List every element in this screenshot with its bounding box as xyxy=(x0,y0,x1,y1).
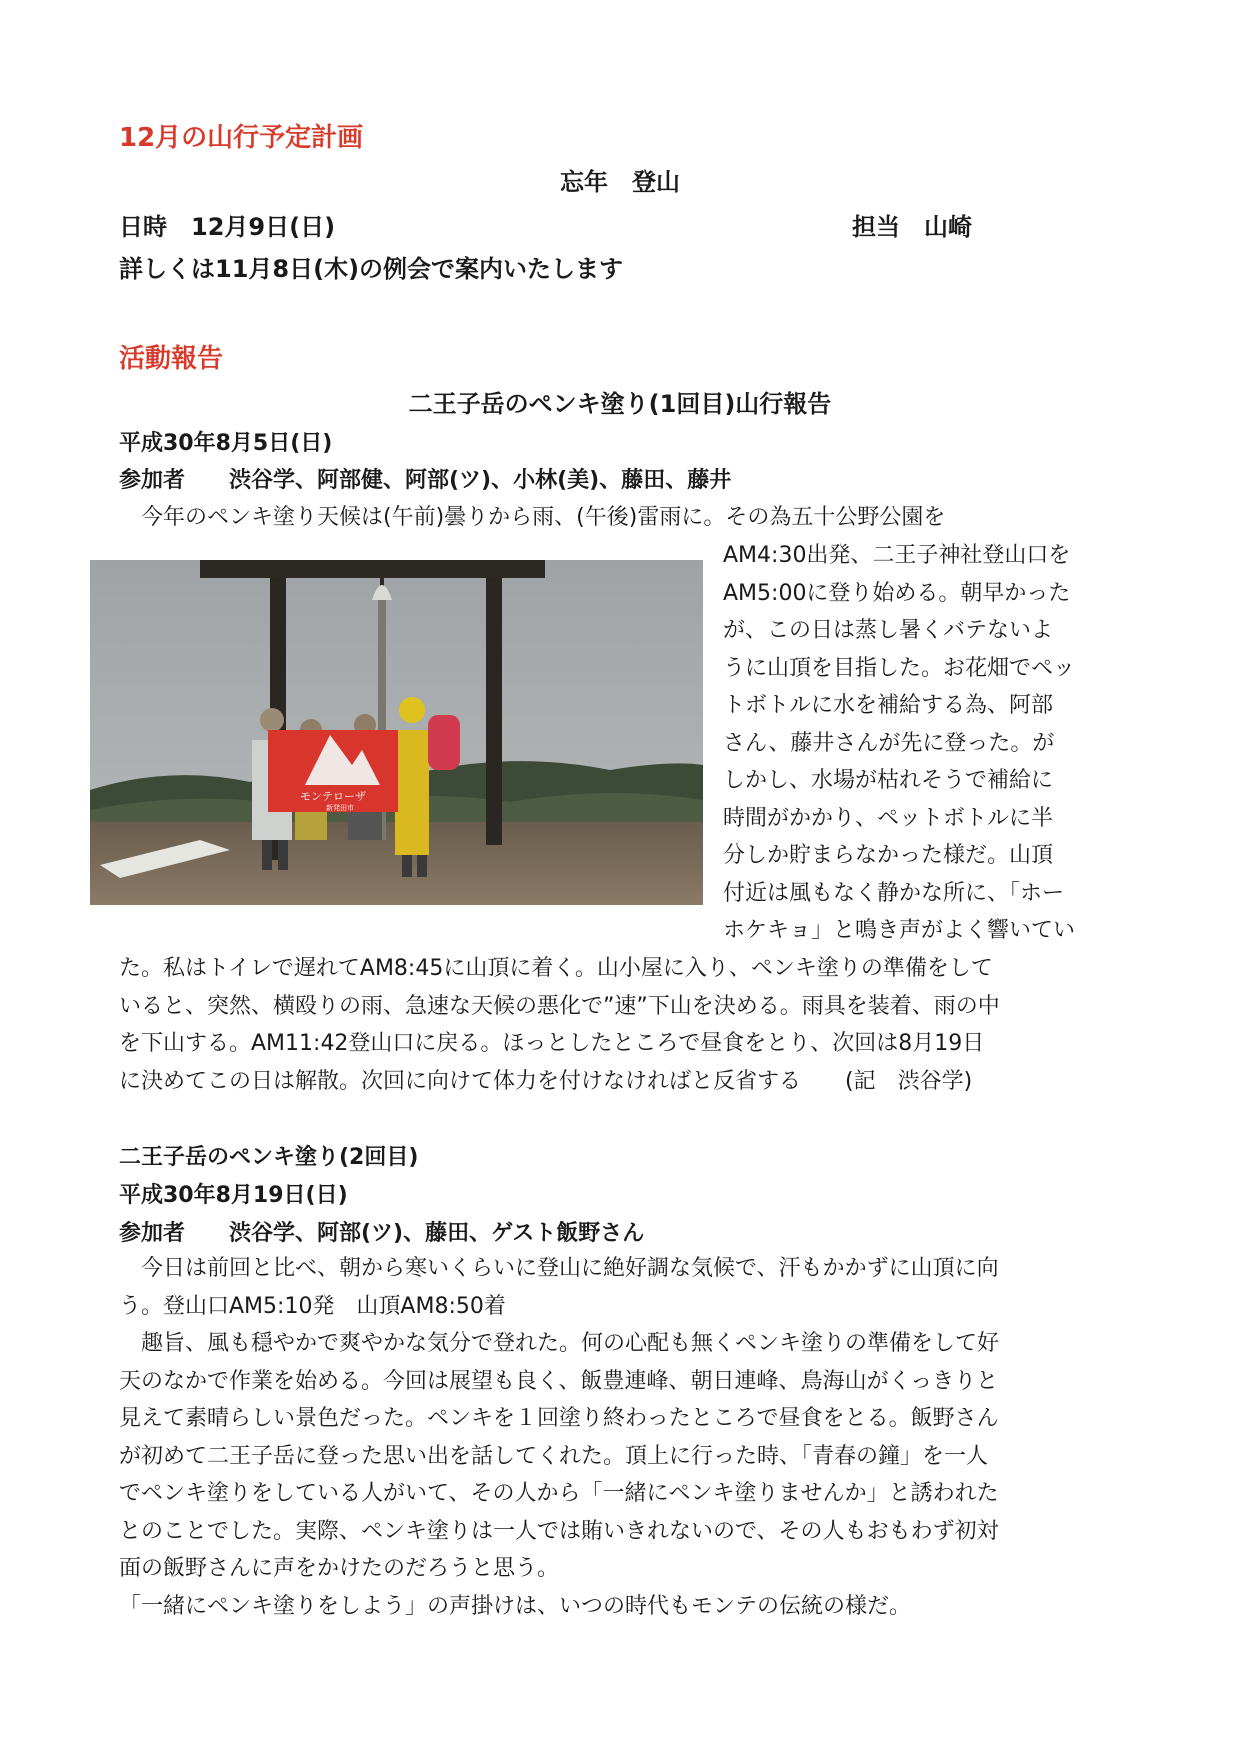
report1-wrap-text xyxy=(723,537,1133,950)
report1-wrap-line: 時間がかかり、ペットボトルに半 xyxy=(723,805,1054,831)
report1-line: いると、突然、横殴りの雨、急速な天候の悪化で”速”下山を決める。雨具を装着、雨の中 xyxy=(119,993,1000,1019)
flag-subtext: 新発田市 xyxy=(326,804,354,812)
report2-line: 趣旨、風も穏やかで爽やかな気分で登れた。何の心配も無くペンキ塗りの準備をして好 xyxy=(119,1331,1000,1356)
report1-date: 平成30年8月5日(日) xyxy=(119,431,333,456)
report2-line: 今日は前回と比べ、朝から寒いくらいに登山に絶好調な気候で、汗もかかずに山頂に向 xyxy=(119,1256,999,1281)
club-flag xyxy=(268,730,398,812)
report1-wrap-line: が、この日は蒸し暑くバテないよ xyxy=(723,618,1054,643)
event-title: 忘年 登山 xyxy=(560,168,680,196)
report1-wrap-line: うに山頂を目指した。お花畑でペッ xyxy=(723,655,1076,681)
summit-photo-illustration xyxy=(90,560,703,905)
report1-line: に決めてこの日は解散。次回に向けて体力を付けなければと反省する (記 渋谷学) xyxy=(119,1068,973,1094)
detail-line: 詳しくは11月8日(木)の例会で案内いたします xyxy=(119,255,624,283)
report2-line: でペンキ塗りをしている人がいて、その人から「一緒にペンキ塗りませんか」と誘われた xyxy=(119,1481,999,1506)
report1-wrap-line: さん、藤井さんが先に登った。が xyxy=(723,730,1055,756)
report1-wrap-line: 付近は風もなく静かな所に、「ホー xyxy=(723,880,1065,906)
report2-date: 平成30年8月19日(日) xyxy=(119,1183,348,1208)
flag-text: モンテローザ xyxy=(300,790,366,803)
report1-title: 二王子岳のペンキ塗り(1回目)山行報告 xyxy=(408,390,832,418)
report1-wrap-line: トボトルに水を補給する為、阿部 xyxy=(723,693,1054,718)
report1-wrap-line: 分しか貯まらなかった様だ。山頂 xyxy=(723,843,1054,868)
report1-participants: 参加者 渋谷学、阿部健、阿部(ツ)、小林(美)、藤田、藤井 xyxy=(119,468,732,493)
report-heading: 活動報告 xyxy=(119,344,224,374)
summit-photo xyxy=(90,560,703,905)
report2-line: 見えて素晴らしい景色だった。ペンキを１回塗り終わったところで昼食をとる。飯野さん xyxy=(119,1406,999,1431)
plan-heading: 12月の山行予定計画 xyxy=(119,123,364,153)
report2-participants: 参加者 渋谷学、阿部(ツ)、藤田、ゲスト飯野さん xyxy=(119,1221,645,1246)
report2-line: 面の飯野さんに声をかけたのだろうと思う。 xyxy=(119,1556,560,1581)
report2-line: う。登山口AM5:10発 山頂AM8:50着 xyxy=(119,1293,506,1319)
report1-intro: 今年のペンキ塗り天候は(午前)曇りから雨、(午後)雷雨に。その為五十公野公園を xyxy=(119,505,946,530)
report1-wrap-line: ホケキョ」と鳴き声がよく響いてい xyxy=(723,918,1076,943)
report2-body xyxy=(119,1250,1129,1625)
date-line: 日時 12月9日(日) xyxy=(119,213,336,241)
report1-line: た。私はトイレで遅れてAM8:45に山頂に着く。山小屋に入り、ペンキ塗りの準備をして xyxy=(119,956,993,981)
report1-wrap-line: AM4:30出発、二王子神社登山口を xyxy=(723,543,1071,568)
report1-line: を下山する。AM11:42登山口に戻る。ほっとしたところで昼食をとり、次回は8月19日 xyxy=(119,1031,985,1056)
charge-line: 担当 山崎 xyxy=(852,213,972,241)
report2-line: とのことでした。実際、ペンキ塗りは一人では賄いきれないので、その人もおもわず初対 xyxy=(119,1518,999,1544)
report2-title: 二王子岳のペンキ塗り(2回目) xyxy=(119,1145,419,1170)
report2-line: が初めて二王子岳に登った思い出を話してくれた。頂上に行った時、「青春の鐘」を一人 xyxy=(119,1443,989,1469)
report1-body xyxy=(119,950,1129,1100)
report2-line: 天のなかで作業を始める。今回は展望も良く、飯豊連峰、朝日連峰、鳥海山がくっきりと xyxy=(119,1368,999,1394)
report1-wrap-line: しかし、水場が枯れそうで補給に xyxy=(723,768,1054,793)
report1-wrap-line: AM5:00に登り始める。朝早かった xyxy=(723,580,1071,606)
report2-line: 「一緒にペンキ塗りをしよう」の声掛けは、いつの時代もモンテの伝統の様だ。 xyxy=(119,1593,912,1619)
